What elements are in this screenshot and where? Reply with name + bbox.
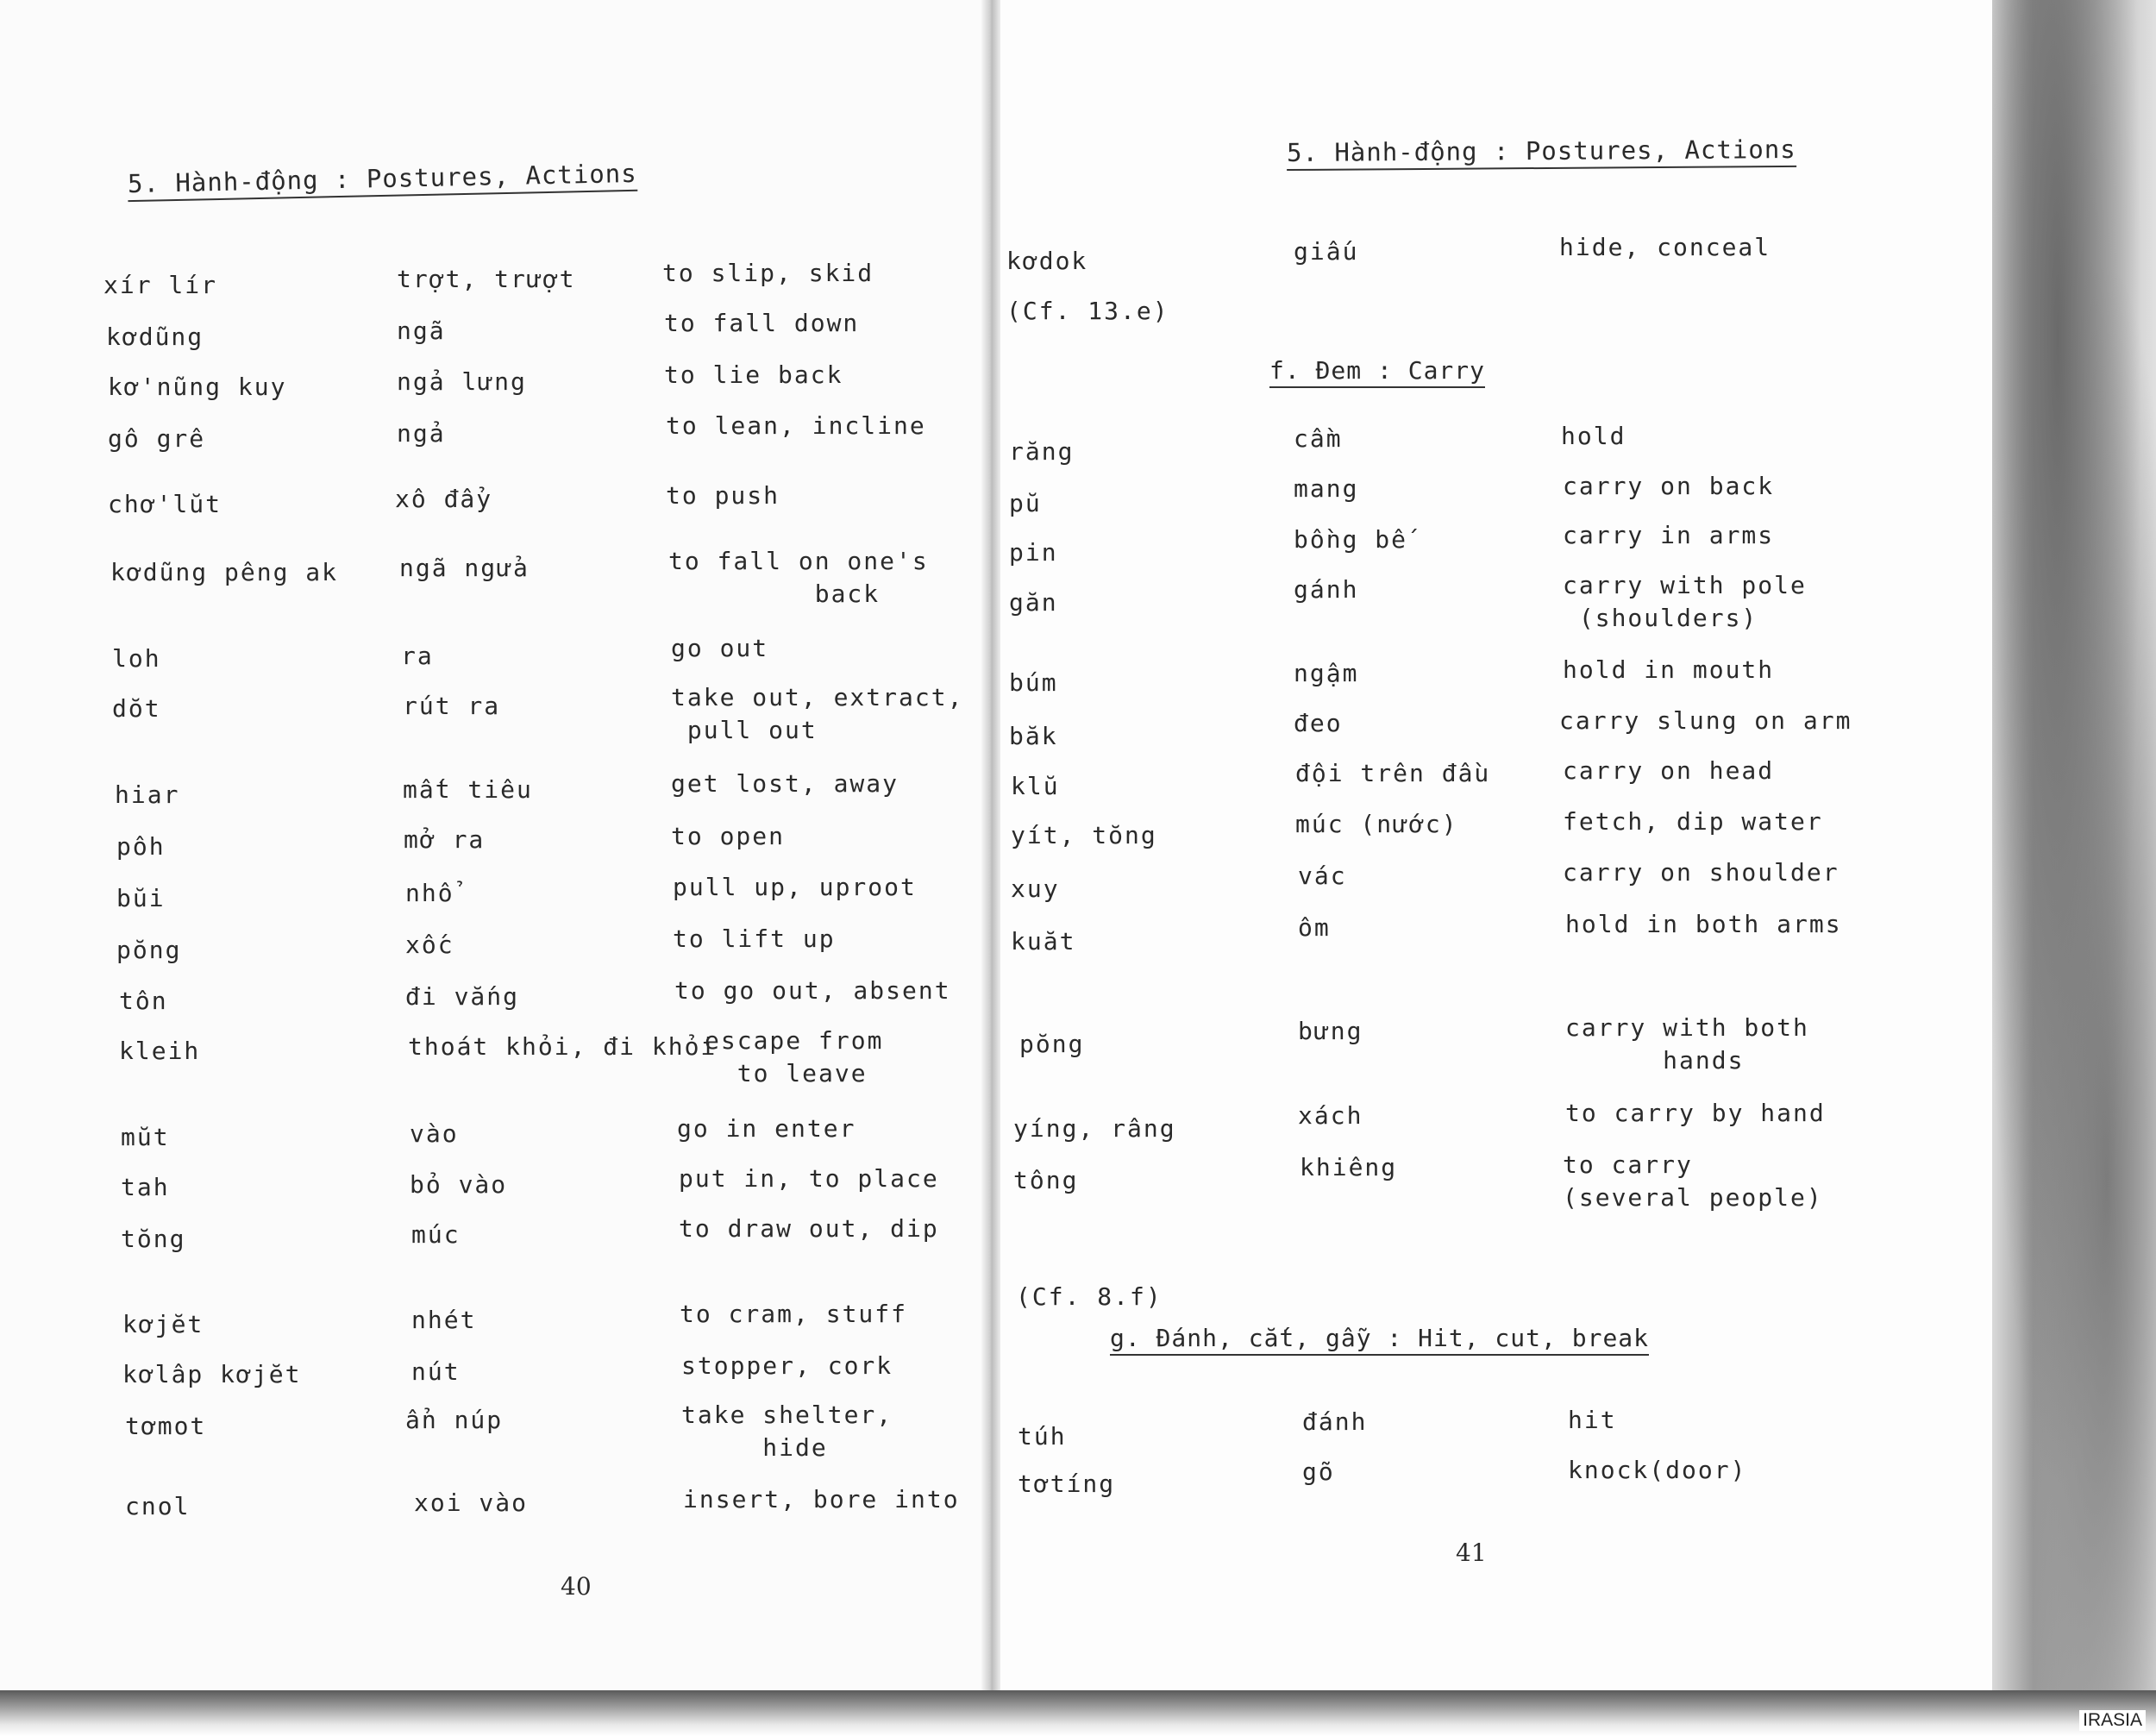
english: insert, bore into bbox=[683, 1485, 960, 1514]
vietnamese: xách bbox=[1298, 1101, 1363, 1130]
term: loh bbox=[112, 644, 161, 673]
term: bŭi bbox=[116, 884, 166, 912]
right-page-heading: 5. Hành-động : Postures, Actions bbox=[1287, 135, 1796, 171]
vietnamese: giấu bbox=[1294, 237, 1359, 266]
term: pŏng bbox=[116, 936, 182, 964]
term: kơlâp kơjĕt bbox=[122, 1360, 302, 1388]
vietnamese: bồng bế bbox=[1294, 525, 1408, 554]
vietnamese: nhổ bbox=[405, 879, 454, 907]
english: stopper, cork bbox=[681, 1351, 893, 1380]
left-page-heading: 5. Hành-động : Postures, Actions bbox=[128, 159, 637, 202]
english: to slip, skid bbox=[662, 259, 874, 287]
right-page-number: 41 bbox=[1456, 1539, 1487, 1567]
english: to lift up bbox=[673, 924, 836, 953]
english: carry on shoulder bbox=[1563, 858, 1839, 887]
vietnamese: gõ bbox=[1302, 1457, 1335, 1486]
vietnamese: ẩn núp bbox=[405, 1406, 504, 1434]
vietnamese: gánh bbox=[1294, 575, 1359, 604]
vietnamese: đeo bbox=[1294, 709, 1343, 737]
term: pôh bbox=[116, 832, 166, 861]
english: to carry by hand bbox=[1565, 1099, 1826, 1127]
term: pŏng bbox=[1019, 1030, 1085, 1058]
term: kơjĕt bbox=[122, 1310, 204, 1338]
vietnamese: ngã ngửa bbox=[399, 554, 530, 582]
english: to lie back bbox=[664, 360, 843, 389]
vietnamese: ôm bbox=[1298, 913, 1331, 942]
scan-bottom-edge bbox=[0, 1690, 2156, 1736]
section-g-heading: g. Đánh, cắt, gẫy : Hit, cut, break bbox=[1110, 1324, 1649, 1356]
vietnamese: thoát khỏi, đi khỏi bbox=[408, 1032, 718, 1061]
term: kuăt bbox=[1011, 927, 1076, 956]
vietnamese: đi vắng bbox=[405, 982, 520, 1011]
vietnamese: cầm bbox=[1294, 424, 1343, 453]
left-page-number: 40 bbox=[561, 1572, 592, 1601]
term: klŭ bbox=[1011, 772, 1060, 800]
vietnamese: bỏ vào bbox=[410, 1170, 508, 1199]
vietnamese: xô đẩy bbox=[395, 485, 493, 513]
english: hide, conceal bbox=[1559, 233, 1771, 261]
english: hit bbox=[1568, 1406, 1617, 1434]
term: túh bbox=[1018, 1422, 1067, 1451]
vietnamese: xoi vào bbox=[414, 1488, 529, 1517]
term: yít, tŏng bbox=[1011, 821, 1157, 849]
vietnamese: ngậm bbox=[1294, 659, 1359, 687]
book-binding bbox=[981, 0, 1000, 1716]
term: răng bbox=[1009, 437, 1075, 466]
term: tơmot bbox=[125, 1412, 207, 1440]
term: kơdũng pêng ak bbox=[110, 558, 339, 586]
term: tŏng bbox=[121, 1225, 186, 1253]
vietnamese: vác bbox=[1298, 862, 1347, 890]
term: tah bbox=[121, 1173, 170, 1201]
vietnamese: ra bbox=[401, 642, 434, 670]
english: hold in mouth bbox=[1563, 655, 1775, 684]
term: yíng, râng bbox=[1013, 1114, 1176, 1143]
term: kleih bbox=[119, 1037, 201, 1065]
cross-reference-note: (Cf. 8.f) bbox=[1016, 1282, 1163, 1311]
english: put in, to place bbox=[679, 1164, 939, 1193]
term: cnol bbox=[125, 1492, 191, 1520]
english: carry on head bbox=[1563, 756, 1775, 785]
english: carry slung on arm bbox=[1559, 706, 1852, 735]
term: kơdok bbox=[1006, 247, 1088, 275]
term: mŭt bbox=[121, 1123, 170, 1151]
vietnamese: đội trên đầu bbox=[1295, 759, 1491, 787]
term: kơ'nũng kuy bbox=[108, 373, 287, 401]
english: carry with pole (shoulders) bbox=[1563, 571, 1807, 632]
english: carry with both hands bbox=[1565, 1013, 1809, 1075]
term: tông bbox=[1013, 1166, 1079, 1194]
term: pin bbox=[1009, 538, 1058, 567]
vietnamese: mở ra bbox=[404, 825, 486, 854]
english: escape from to leave bbox=[705, 1026, 884, 1087]
term: kơdũng bbox=[106, 323, 204, 351]
term: xír lír bbox=[103, 271, 218, 299]
vietnamese: ngả lưng bbox=[397, 367, 527, 396]
term: tôn bbox=[119, 987, 168, 1015]
term: búm bbox=[1009, 668, 1058, 697]
english: to fall on one's back bbox=[668, 547, 929, 608]
vietnamese: khiêng bbox=[1300, 1153, 1398, 1181]
term: dŏt bbox=[112, 694, 161, 723]
english: hold in both arms bbox=[1565, 910, 1842, 938]
cross-reference-note: (Cf. 13.e) bbox=[1006, 297, 1169, 325]
term: găn bbox=[1009, 588, 1058, 617]
english: take shelter, hide bbox=[681, 1401, 893, 1462]
watermark-label: IRASIA bbox=[2079, 1710, 2146, 1731]
term: chơ'lŭt bbox=[108, 490, 222, 518]
english: to lean, incline bbox=[666, 411, 926, 440]
vietnamese: múc bbox=[411, 1220, 461, 1249]
scan-shadow-edge bbox=[1992, 0, 2156, 1690]
english: fetch, dip water bbox=[1563, 807, 1823, 836]
english: to fall down bbox=[664, 309, 860, 337]
vietnamese: nút bbox=[411, 1357, 461, 1386]
english: pull up, uproot bbox=[673, 873, 917, 901]
english: go out bbox=[671, 634, 769, 662]
english: to open bbox=[671, 822, 786, 850]
vietnamese: ngã bbox=[397, 316, 446, 345]
english: to push bbox=[666, 481, 780, 510]
english: to cram, stuff bbox=[680, 1300, 908, 1328]
english: get lost, away bbox=[671, 769, 899, 798]
vietnamese: rút ra bbox=[403, 692, 501, 720]
vietnamese: ngả bbox=[397, 419, 446, 448]
vietnamese: trợt, trượt bbox=[397, 265, 576, 293]
vietnamese: bưng bbox=[1298, 1017, 1363, 1045]
vietnamese: múc (nước) bbox=[1295, 810, 1458, 838]
english: to go out, absent bbox=[674, 976, 951, 1005]
english: to carry (several people) bbox=[1563, 1150, 1823, 1212]
vietnamese: nhét bbox=[411, 1306, 477, 1334]
section-f-heading: f. Đem : Carry bbox=[1269, 356, 1485, 388]
vietnamese: xốc bbox=[405, 931, 454, 959]
english: to draw out, dip bbox=[679, 1214, 939, 1243]
term: gô grê bbox=[108, 424, 206, 453]
term: băk bbox=[1009, 722, 1058, 750]
vietnamese: đánh bbox=[1302, 1407, 1368, 1436]
term: tơtíng bbox=[1018, 1470, 1116, 1498]
term: pŭ bbox=[1009, 489, 1042, 517]
vietnamese: mất tiêu bbox=[403, 775, 533, 804]
english: carry in arms bbox=[1563, 521, 1775, 549]
english: carry on back bbox=[1563, 472, 1775, 500]
vietnamese: mang bbox=[1294, 474, 1359, 503]
vietnamese: vào bbox=[410, 1119, 459, 1148]
english: take out, extract, pull out bbox=[671, 683, 964, 744]
term: xuy bbox=[1011, 874, 1060, 903]
english: knock(door) bbox=[1568, 1456, 1747, 1484]
english: go in enter bbox=[677, 1114, 856, 1143]
term: hiar bbox=[115, 780, 180, 809]
english: hold bbox=[1561, 422, 1626, 450]
